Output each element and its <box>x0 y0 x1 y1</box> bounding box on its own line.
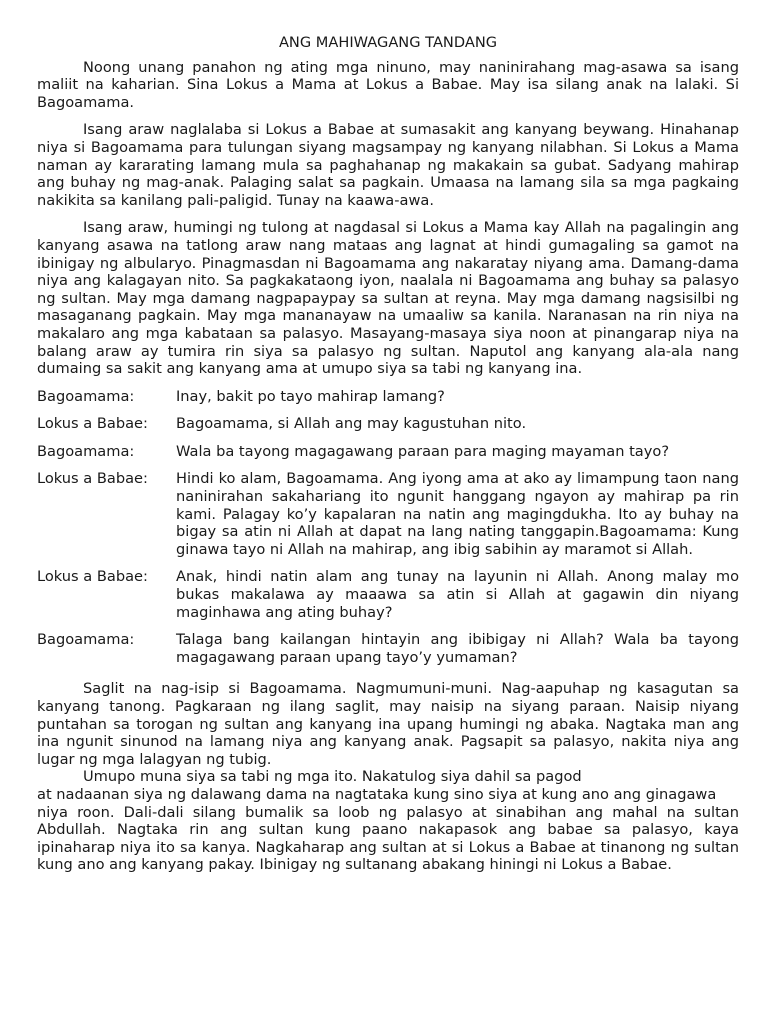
document-title: ANG MAHIWAGANG TANDANG <box>278 34 498 51</box>
dialogue-row <box>37 388 739 406</box>
closing-paragraph-3: at nadaanan siya ng dalawang dama na nagtataka kung sino siya at kung ano ang ginagawa <box>37 785 717 803</box>
dialogue-line: Wala ba tayong magagawang paraan para maging mayaman tayo? <box>176 442 670 460</box>
dialogue-row <box>37 470 739 558</box>
paragraph-2: Isang araw naglalaba si Lokus a Babae at sumasakit ang kanyang beywang. Hinahanap niya si Bagoamama para tulungan siyang magsampay ng kanyang nilabhan. Si Lokus a Mama naman ay kararating lamang mula sa paghahanap ng makakain sa gubat. Sadyang mahirap ang buhay ng mag-anak. Palaging salat sa pagkain. Umaasa na lamang sila sa mga pagkaing nakikita sa kanilang pali-paligid. Tunay na kaawa-awa. <box>37 121 739 209</box>
closing-paragraph-4: niya roon. Dali-dali silang bumalik sa loob ng palasyo at sinabihan ang mahal na sultan Abdullah. Nagtaka rin ang sultan kung paano nakapasok ang babae sa palasyo, kaya ipinaharap niya ito sa kanya. Nagkaharap ang sultan at si Lokus a Babae at tinanong ng sultan kung ano ang kanyang pakay. Ibinigay ng sultanang abakang hiningi ni Lokus a Babae. <box>37 803 739 874</box>
dialogue-line: Hindi ko alam, Bagoamama. Ang iyong ama at ako ay limampung taon nang naninirahan sakahariang ito ngunit hanggang ngayon ay mahirap pa rin kami. Palagay ko’y kapalaran na natin ang magingdukha. Ito ay buhay na bigay sa atin ni Allah at dapat na lang nating tanggapin.Bagoamama: Kung ginawa tayo ni Allah na mahirap, ang ibig sabihin ay maramot si Allah. <box>176 470 739 558</box>
dialogue-speaker: Lokus a Babae: <box>37 470 148 488</box>
dialogue-row <box>37 443 739 461</box>
paragraph-1: Noong unang panahon ng ating mga ninuno, may naninirahang mag-asawa sa isang maliit na kaharian. Sina Lokus a Mama at Lokus a Babae. May isa silang anak na lalaki. Si Bagoamama. <box>37 58 739 111</box>
paragraph-3: Isang araw, humingi ng tulong at nagdasal si Lokus a Mama kay Allah na pagalingin ang kanyang asawa na tatlong araw nang mataas ang lagnat at hindi gumagaling sa gamot na ibinigay ng albularyo. Pinagmasdan ni Bagoamama ang nakaratay niyang ama. Damang-dama niya ang kalagayan nito. Sa pagkakatаong iyon, naalala ni Bagoamama ang buhay sa palasyo ng sultan. May mga damang nagpapaypay sa sultan at reyna. May mga damang nagsisilbi ng masaganang pagkain. May mga mananayaw na umaaliw sa kanila. Naranasan na rin niya na makalaro ang mga kabataan sa palasyo. Masayang-masaya siya noon at pinangarap niya na balang araw ay tumira rin siya sa palasyo ng sultan. Naputol ang kanyang ala-ala nang dumaing sa sakit ang kanyang ama at umupo siya sa tabi ng kanyang ina. <box>37 219 739 378</box>
dialogue-speaker: Lokus a Babae: <box>37 415 148 433</box>
dialogue-row <box>37 415 739 433</box>
dialogue-row <box>37 568 739 621</box>
dialogue-row <box>37 631 739 666</box>
dialogue-speaker: Bagoamama: <box>37 631 135 649</box>
dialogue-speaker: Bagoamama: <box>37 387 135 405</box>
dialogue-line: Anak, hindi natin alam ang tunay na layunin ni Allah. Anong malay mo bukas makalawa ay maaawa sa atin si Allah at gagawin din niyang maginhawa ang ating buhay? <box>176 568 739 621</box>
dialogue-line: Bagoamama, si Allah ang may kagustuhan nito. <box>176 415 527 433</box>
dialogue-line: Talaga bang kailangan hintayin ang ibibigay ni Allah? Wala ba tayong magagawang paraan upang tayo’y yumaman? <box>176 631 739 666</box>
dialogue-speaker: Lokus a Babae: <box>37 568 148 586</box>
dialogue-line: Inay, bakit po tayo mahirap lamang? <box>176 387 445 405</box>
closing-paragraph-1: Saglit na nag-isip si Bagoamama. Nagmumuni-muni. Nag-aapuhap ng kasagutan sa kanyang tanong. Pagkaraan ng ilang saglit, may naisip na siyang paraan. Naisip niyang puntahan sa torogan ng sultan ang kanyang ina upang humingi ng abaka. Nagtaka man ang ina ngunit sinunod na lamang niya ang kanyang anak. Pagsapit sa palasyo, nakita niya ang lugar ng mga lalagyan ng tubig. <box>37 680 739 768</box>
document-page <box>37 34 739 874</box>
closing-paragraph-2: Umupo muna siya sa tabi ng mga ito. Nakatulog siya dahil sa pagod <box>83 768 582 786</box>
dialogue-speaker: Bagoamama: <box>37 442 135 460</box>
